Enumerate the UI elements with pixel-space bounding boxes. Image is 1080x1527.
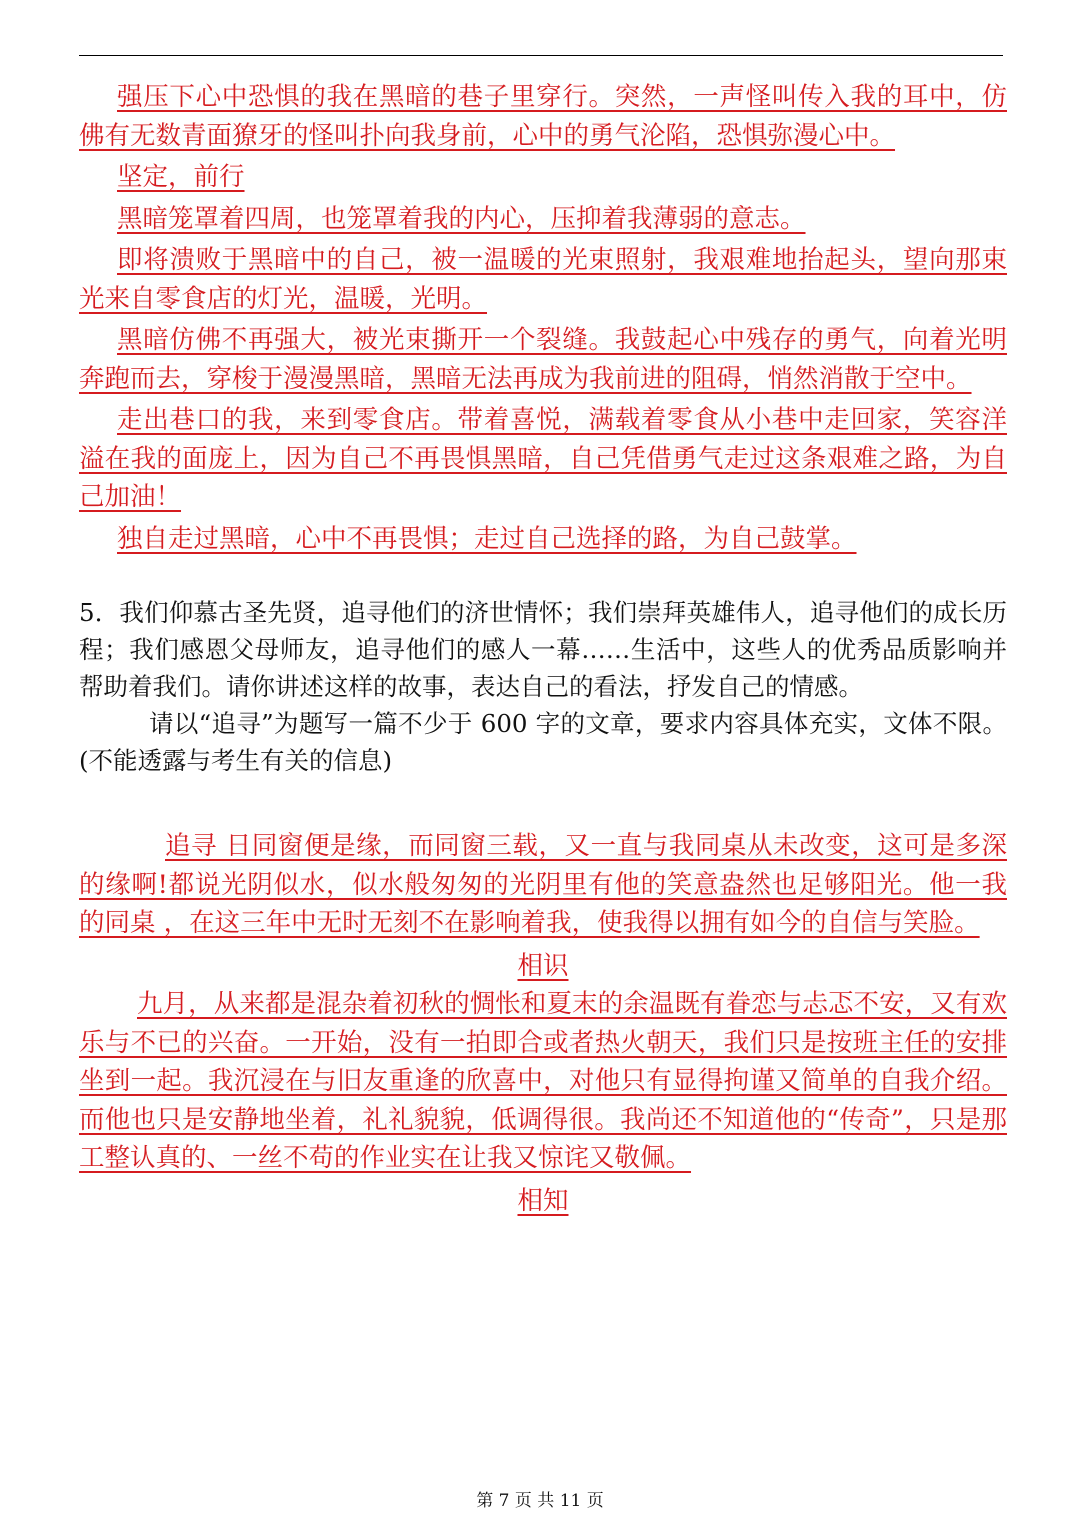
essay1-paragraph-1: 强压下心中恐惧的我在黑暗的巷子里穿行。突然，一声怪叫传入我的耳中，仿佛有无数青面獠牙的怪叫扑向我身前，心中的勇气沦陷，恐惧弥漫心中。 — [79, 82, 1007, 151]
question5-prompt: 5．我们仰慕古圣先贤，追寻他们的济世情怀；我们崇拜英雄伟人，追寻他们的成长历程；我们感恩父母师友，追寻他们的感人一幕……生活中，这些人的优秀品质影响并帮助着我们。请你讲述这样的故事，表达自己的看法，抒发自己的情感。 — [79, 598, 1007, 701]
page-content — [79, 78, 1007, 1220]
essay1-paragraph-5: 走出巷口的我，来到零食店。带着喜悦，满载着零食从小巷中走回家，笑容洋溢在我的面庞上，因为自己不再畏惧黑暗，自己凭借勇气走过这条艰难之路，为自己加油！ — [79, 405, 1007, 512]
page-number-footer: 第 7 页 共 11 页 — [476, 1491, 604, 1511]
essay2-heading-2: 相知 — [517, 1185, 569, 1216]
question5-requirement: 请以“追寻”为题写一篇不少于 600 字的文章，要求内容具体充实，文体不限。(不能透露与考生有关的信息) — [79, 709, 1007, 775]
essay1-heading: 坚定，前行 — [117, 162, 245, 192]
essay1-paragraph-3: 即将溃败于黑暗中的自己，被一温暖的光束照射，我艰难地抬起头，望向那束光来自零食店的灯光，温暖，光明。 — [79, 245, 1007, 314]
essay1-paragraph-6: 独自走过黑暗，心中不再畏惧；走过自己选择的路，为自己鼓掌。 — [117, 523, 857, 554]
essay1-paragraph-4: 黑暗仿佛不再强大，被光束撕开一个裂缝。我鼓起心中残存的勇气，向着光明奔跑而去，穿梭于漫漫黑暗，黑暗无法再成为我前进的阻碍，悄然消散于空中。 — [79, 325, 1007, 394]
essay1-paragraph-2: 黑暗笼罩着四周，也笼罩着我的内心，压抑着我薄弱的意志。 — [117, 203, 806, 234]
essay2-heading-1: 相识 — [517, 950, 569, 981]
essay2-intro: 追寻 日同窗便是缘，而同窗三载，又一直与我同桌从未改变，这可是多深的缘啊!都说光阴似水，似水般匆匆的光阴里有他的笑意盎然也足够阳光。他一我的同桌 ，在这三年中无时无刻不在影响着我，使我得以拥有如今的自信与笑脸。 — [79, 831, 1007, 938]
header-rule — [79, 55, 1003, 56]
essay2-section-1: 九月，从来都是混杂着初秋的惆怅和夏末的余温既有眷恋与忐忑不安，又有欢乐与不已的兴奋。一开始，没有一拍即合或者热火朝天，我们只是按班主任的安排坐到一起。我沉浸在与旧友重逢的欣喜中，对他只有显得拘谨又简单的自我介绍。而他也只是安静地坐着，礼礼貌貌，低调得很。我尚还不知道他的“传奇”，只是那工整认真的、一丝不苟的作业实在让我又惊诧又敬佩。 — [79, 989, 1007, 1173]
